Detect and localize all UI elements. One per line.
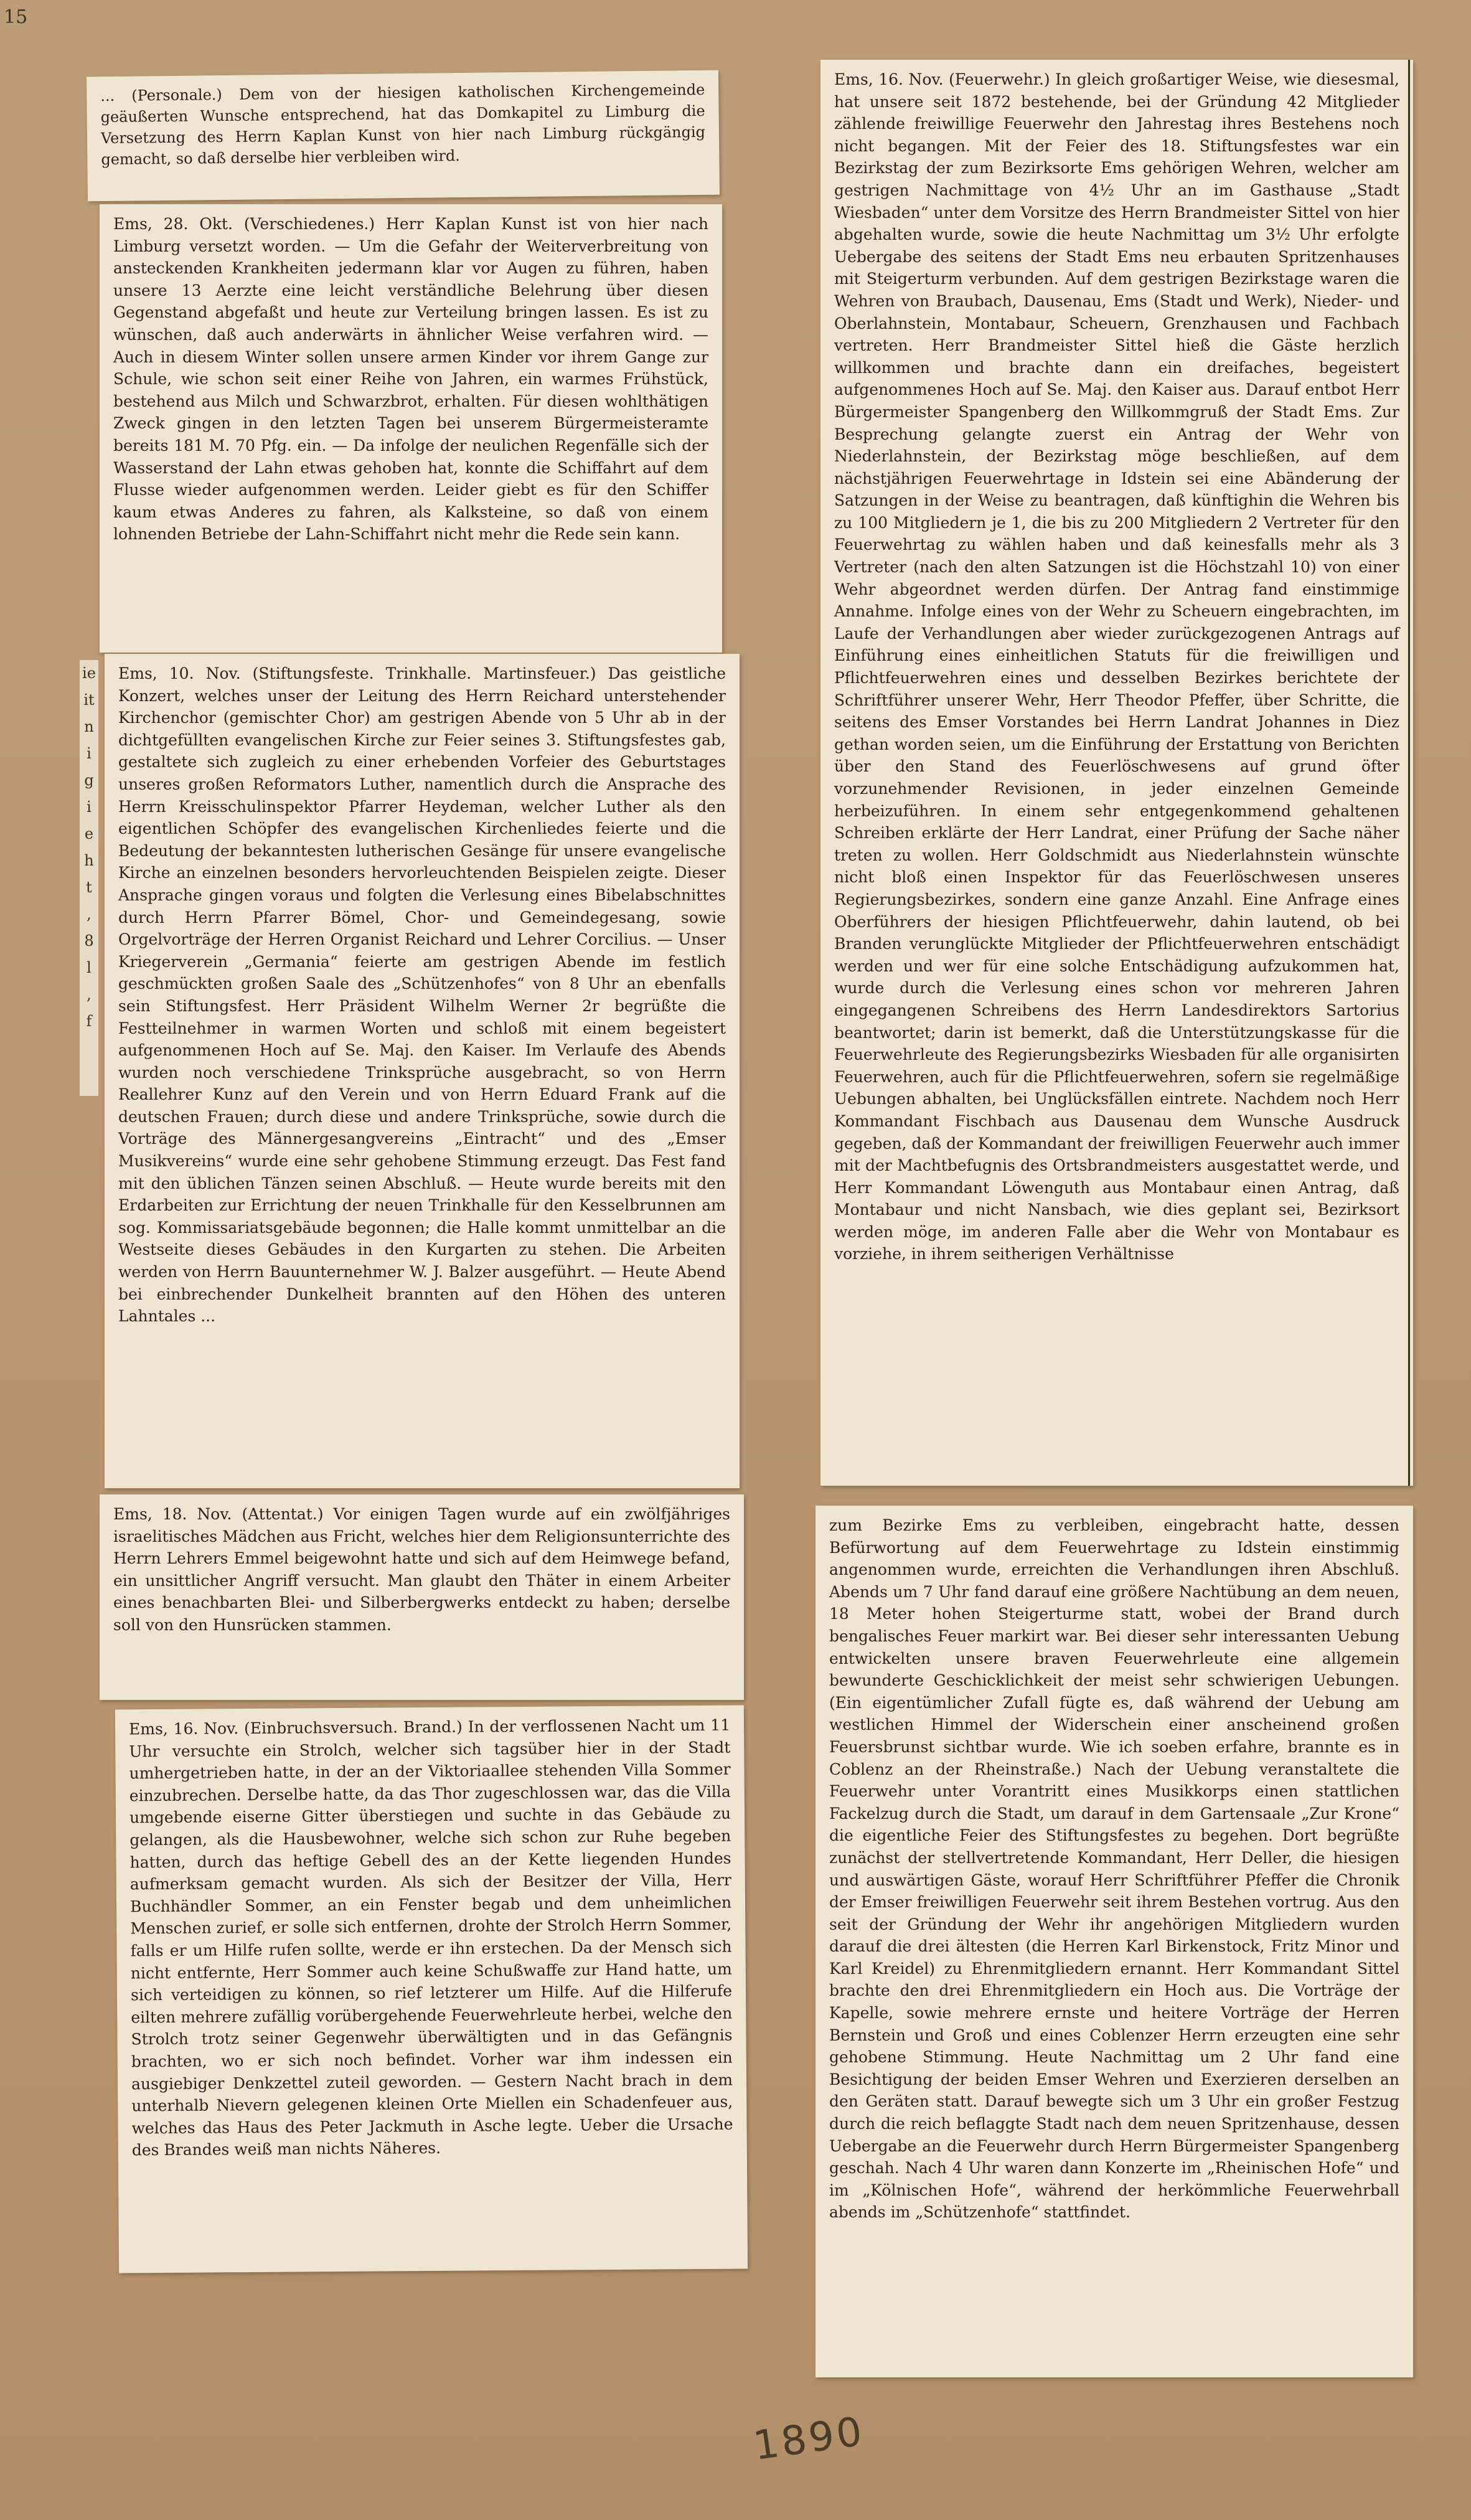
- clipping-feuerwehr-continued: [815, 1506, 1413, 2377]
- article-text: ... (Personale.) Dem von der hiesigen katholischen Kirchengemeinde geäußerten Wunsche entsprechend, hat das Domkapitel zu Limburg die Versetzung des Herrn Kaplan Kunst von hier nach Limburg rückgängig gemacht, so daß derselbe hier verbleiben wird.: [100, 80, 706, 169]
- page-edge-mark: 15: [4, 6, 28, 28]
- margin-strip: ie it n i g i e h t , 8 l , f: [80, 660, 98, 1096]
- handwritten-year: 1890: [750, 2408, 868, 2470]
- clipping-kaplan: [87, 70, 720, 202]
- clipping-stiftungsfeste: [105, 654, 740, 1488]
- article-text: Ems, 28. Okt. (Verschiedenes.) Herr Kaplan Kunst ist von hier nach Limburg versetzt worden. — Um die Gefahr der Weiterverbreitung von ansteckenden Krankheiten jedermann klar vor Augen zu führen, haben unsere 13 Aerzte eine leicht verständliche Belehrung über diesen Gegenstand abgefaßt und heute zur Verteilung bringen lassen. Es ist zu wünschen, daß auch anderwärts in ähnlicher Weise verfahren wird. — Auch in diesem Winter sollen unsere armen Kinder vor ihrem Gange zur Schule, wie schon seit einer Reihe von Jahren, ein warmes Frühstück, bestehend aus Milch und Schwarzbrot, erhalten. Für diesen wohlthätigen Zweck gingen in den letzten Tagen bei unserem Bürgermeisteramte bereits 181 M. 70 Pfg. ein. — Da infolge der neulichen Regenfälle sich der Wasserstand der Lahn etwas gehoben hat, konnte die Schiffahrt auf dem Flusse wieder aufgenommen werden. Leider giebt es für den Schiffer kaum etwas Anderes zu fahren, als Kalksteine, so daß von einem lohnenden Betriebe der Lahn-Schiffahrt nicht mehr die Rede sein kann.: [113, 215, 708, 544]
- column-rule: [1408, 60, 1410, 1486]
- clipping-feuerwehr: [820, 60, 1413, 1486]
- article-text: Ems, 10. Nov. (Stiftungsfeste. Trinkhalle. Martinsfeuer.) Das geistliche Konzert, welches unser der Leitung des Herrn Reichard unterstehender Kirchenchor (gemischter Chor) am gestrigen Abende von 5 Uhr ab in der dichtgefüllten evangelischen Kirche zur Feier seines 3. Stiftungsfestes gab, gestaltete sich zugleich zu einer erhebenden Vorfeier des Geburtstages unseres großen Reformators Luther, namentlich durch die Ansprache des Herrn Kreisschulinspektor Pfarrer Heydeman, welcher Luther als den eigentlichen Schöpfer des evangelischen Kirchenliedes feierte und die Bedeutung der bekanntesten lutherischen Gesänge für unsere evangelische Kirche an einzelnen besonders hervorleuchtenden Beispielen zeigte. Dieser Ansprache gingen voraus und folgten die Verlesung eines Bibelabschnittes durch Herrn Pfarrer Bömel, Chor- und Gemeindegesang, sowie Orgelvorträge der Herren Organist Reichard und Lehrer Corcilius. — Unser Kriegerverein „Germania“ feierte am gestrigen Abende im festlich geschmückten großen Saale des „Schützenhofes“ von 8 Uhr an ebenfalls sein Stiftungsfest. Herr Präsident Wilhelm Werner 2r begrüßte die Festteilnehmer in warmen Worten und schloß mit einem begeistert aufgenommenen Hoch auf Se. Maj. den Kaiser. Im Verlaufe des Abends wurden noch verschiedene Trinksprüche ausgebracht, so von Herrn Reallehrer Kunz auf den Verein und von Herrn Eduard Frank auf die deutschen Frauen; durch diese und andere Trinksprüche, sowie durch die Vorträge des Männergesangvereins „Eintracht“ und des „Emser Musikvereins“ wurde eine sehr gehobene Stimmung erzeugt. Das Fest fand mit den üblichen Tänzen seinen Abschluß. — Heute wurde bereits mit den Erdarbeiten zur Errichtung der neuen Trinkhalle für den Kesselbrunnen am sog. Kommissariatsgebäude begonnen; die Halle kommt unmittelbar an die Westseite dieses Gebäudes in den Kurgarten zu stehen. Die Arbeiten werden von Herrn Bauunternehmer W. J. Balzer ausgeführt. — Heute Abend bei einbrechender Dunkelheit brannten auf den Höhen des unteren Lahntales ...: [118, 664, 726, 1326]
- article-text: zum Bezirke Ems zu verbleiben, eingebracht hatte, dessen Befürwortung auf dem Feuerwehrtage zu Idstein einstimmig angenommen wurde, erreichten die Verhandlungen ihren Abschluß. Abends um 7 Uhr fand darauf eine größere Nachtübung an dem neuen, 18 Meter hohen Steigerturme statt, wobei der Brand durch bengalisches Feuer markirt war. Bei dieser sehr interessanten Uebung entwickelten unsere braven Feuerwehrleute eine allgemein bewunderte Geschicklichkeit der meist sehr schwierigen Uebungen. (Ein eigentümlicher Zufall fügte es, daß während der Uebung am westlichen Himmel der Widerschein einer anscheinend großen Feuersbrunst sichtbar wurde. Wie ich soeben erfahre, brannte es in Coblenz an der Rheinstraße.) Nach der Uebung veranstaltete die Feuerwehr unter Vorantritt eines Musikkorps einen stattlichen Fackelzug durch die Stadt, um darauf in dem Gartensaale „Zur Krone“ die eigentliche Feier des Stiftungsfestes zu begehen. Dort begrüßte zunächst der stellvertretende Kommandant, Herr Deller, die hiesigen und auswärtigen Gäste, worauf Herr Schriftführer Pfeffer die Chronik der Emser freiwilligen Feuerwehr seit ihrem Bestehen vortrug. Aus den seit der Gründung der Wehr ihr angehörigen Mitgliedern wurden darauf die drei ältesten (die Herren Karl Birkenstock, Fritz Minor und Karl Kreidel) zu Ehrenmitgliedern ernannt. Herr Kommandant Sittel brachte den drei Ehrenmitgliedern ein Hoch aus. Die Vorträge der Kapelle, sowie mehrere ernste und heitere Vorträge der Herren Bernstein und Groß und eines Coblenzer Herrn erzeugten eine sehr gehobene Stimmung. Heute Nachmittag um 2 Uhr fand eine Besichtigung der beiden Emser Wehren und Exerzieren derselben an den Geräten statt. Darauf bewegte sich um 3 Uhr ein großer Festzug durch die reich beflaggte Stadt nach dem neuen Spritzenhause, dessen Uebergabe an die Feuerwehr durch Herrn Bürgermeister Spangenberg geschah. Nach 4 Uhr waren dann Konzerte im „Rheinischen Hofe“ und im „Kölnischen Hofe“, während der herkömmliche Feuerwehrball abends im „Schützenhofe“ stattfindet.: [829, 1516, 1399, 2222]
- clipping-verschiedenes: [100, 204, 722, 653]
- article-text: Ems, 18. Nov. (Attentat.) Vor einigen Tagen wurde auf ein zwölfjähriges israelitisches Mädchen aus Fricht, welches hier dem Religionsunterrichte des Herrn Lehrers Emmel beigewohnt hatte und sich auf dem Heimwege befand, ein unsittlicher Angriff versucht. Man glaubt den Thäter in einem Arbeiter eines benachbarten Blei- und Silberbergwerks entdeckt zu haben; derselbe soll von den Hunsrücken stammen.: [113, 1505, 730, 1634]
- clipping-einbruch: [115, 1705, 748, 2273]
- article-text: Ems, 16. Nov. (Feuerwehr.) In gleich großartiger Weise, wie diesesmal, hat unsere seit 1872 bestehende, bei der Gründung 42 Mitglieder zählende freiwillige Feuerwehr den Jahrestag ihres Bestehens noch nicht begangen. Mit der Feier des 18. Stiftungsfestes war ein Bezirkstag der zum Bezirksorte Ems gehörigen Wehren, welcher am gestrigen Nachmittage von 4½ Uhr an im Gasthause „Stadt Wiesbaden“ unter dem Vorsitze des Herrn Brandmeister Sittel von hier abgehalten wurde, sowie die heute Nachmittag um 3½ Uhr erfolgte Uebergabe des seitens der Stadt Ems neu erbauten Spritzenhauses mit Steigerturm verbunden. Auf dem gestrigen Bezirkstage waren die Wehren von Braubach, Dausenau, Ems (Stadt und Werk), Nieder- und Oberlahnstein, Montabaur, Scheuern, Grenzhausen und Fachbach vertreten. Herr Brandmeister Sittel hieß die Gäste herzlich willkommen und brachte dann ein dreifaches, begeistert aufgenommenes Hoch auf Se. Maj. den Kaiser aus. Darauf entbot Herr Bürgermeister Spangenberg den Willkommgruß der Stadt Ems. Zur Besprechung gelangte zuerst ein Antrag der Wehr von Niederlahnstein, der Bezirkstag möge beschließen, auf dem nächstjährigen Feuerwehrtage in Idstein sei eine Abänderung der Satzungen in der Weise zu beantragen, daß künftighin die Wehren bis zu 100 Mitgliedern je 1, die bis zu 200 Mitgliedern 2 Vertreter für den Feuerwehrtag zu wählen haben und daß keinesfalls mehr als 3 Vertreter (nach den alten Satzungen ist die Höchstzahl 10) von einer Wehr abgeordnet werden dürfen. Der Antrag fand einstimmige Annahme. Infolge eines von der Wehr zu Scheuern eingebrachten, im Laufe der Verhandlungen aber wieder zurückgezogenen Antrags auf Einführung eines einheitlichen Statuts für die freiwilligen und Pflichtfeuerwehren eines und desselben Bezirkes berichtete der Schriftführer unserer Wehr, Herr Theodor Pfeffer, über Schritte, die seitens des Emser Vorstandes bei Herrn Landrat Johannes in Diez gethan worden seien, um die Einführung der Erstattung von Berichten über den Stand des Feuerlöschwesens auf grund öfter vorzunehmender Revisionen, in jeder einzelnen Gemeinde herbeizuführen. In einem sehr entgegenkommend gehaltenen Schreiben erklärte der Herr Landrat, einer Prüfung der Sache näher treten zu wollen. Herr Goldschmidt aus Niederlahnstein wünschte nicht bloß einen Inspektor für das Feuerlöschwesen unseres Regierungsbezirkes, sondern eine ganze Anzahl. Eine Anfrage eines Oberführers der hiesigen Pflichtfeuerwehr, dahin lautend, ob bei Branden verunglückte Mitglieder der Pflichtfeuerwehren entschädigt werden und wer für eine solche Entschädigung aufzukommen hat, wurde durch die Verlesung eines schon vor mehreren Jahren eingegangenen Schreibens des Herrn Landesdirektors Sartorius beantwortet; darin ist bemerkt, daß die Unterstützungskasse für die Feuerwehrleute des Regierungsbezirks Wiesbaden für alle organisirten Feuerwehren, auch für die Pflichtfeuerwehren, sofern sie regelmäßige Uebungen abhalten, bei Unglücksfällen eintrete. Nachdem noch Herr Kommandant Fischbach aus Dausenau dem Wunsche Ausdruck gegeben, daß der Kommandant der freiwilligen Feuerwehr auch immer mit der Machtbefugnis des Ortsbrandmeisters ausgestattet werde, und Herr Kommandant Löwenguth aus Montabaur einen Antrag, daß Montabaur und nicht Nansbach, wie dies geplant sei, Bezirksort werden möge, im anderen Falle aber die Wehr von Montabaur es vorziehe, in ihrem seitherigen Verhältnisse: [834, 70, 1399, 1263]
- article-text: Ems, 16. Nov. (Einbruchsversuch. Brand.) In der verflossenen Nacht um 11 Uhr versuchte ein Strolch, welcher sich tagsüber hier in der Stadt umhergetrieben hatte, in der an der Viktoriaallee stehenden Villa Sommer einzubrechen. Derselbe hatte, da das Thor zugeschlossen war, das die Villa umgebende eiserne Gitter überstiegen und suchte in das Gebäude zu gelangen, als die Hausbewohner, welche sich schon zur Ruhe begeben hatten, durch das heftige Gebell des an der Kette liegenden Hundes aufmerksam gemacht wurden. Als sich der Besitzer der Villa, Herr Buchhändler Sommer, an ein Fenster begab und dem unheimlichen Menschen zurief, er solle sich entfernen, drohte der Strolch Herrn Sommer, falls er um Hilfe rufen sollte, werde er ihn erstechen. Da der Mensch sich nicht entfernte, Herr Sommer auch keine Schußwaffe zur Hand hatte, um sich verteidigen zu können, so rief letzterer um Hilfe. Auf die Hilferufe eilten mehrere zufällig vorübergehende Feuerwehrleute herbei, welche den Strolch trotz seiner Gegenwehr überwältigten und in das Gefängnis brachten, wo er sich noch befindet. Vorher war ihm indessen ein ausgiebiger Denkzettel zuteil geworden. — Gestern Nacht brach in dem unterhalb Nievern gelegenen kleinen Orte Miellen ein Schadenfeuer aus, welches das Haus des Peter Jackmuth in Asche legte. Ueber die Ursache des Brandes weiß man nichts Näheres.: [128, 1715, 733, 2159]
- clipping-attentat: [100, 1494, 744, 1700]
